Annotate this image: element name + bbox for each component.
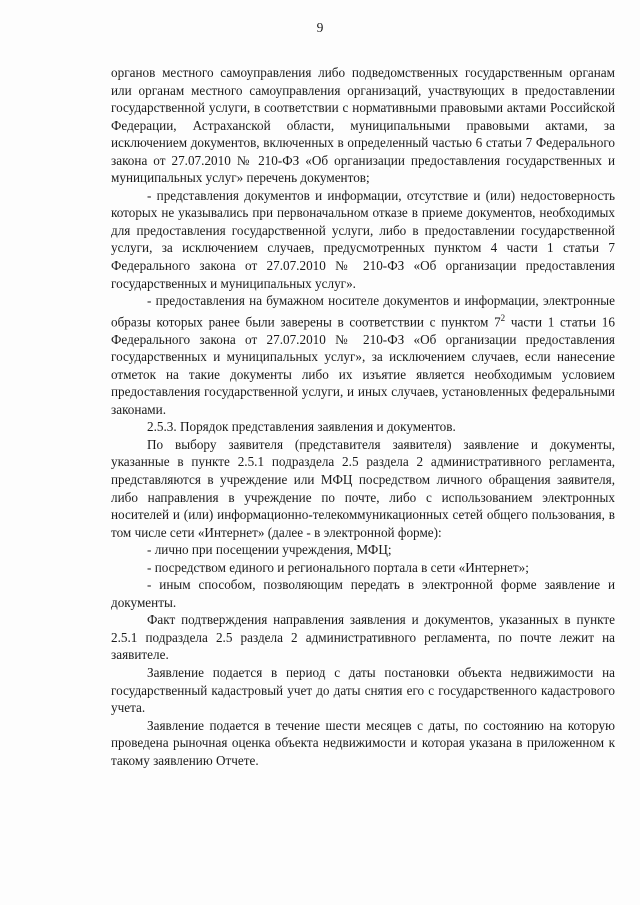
paragraph-7: - посредством единого и регионального портала в сети «Интернет»;	[147, 559, 529, 575]
paragraph-4: 2.5.3. Порядок представления заявления и документов.	[147, 419, 456, 435]
paragraph-9: Факт подтверждения направления заявления и документов, указанных в пункте 2.5.1 подраздела 2.5 раздела 2 административного регламента, по почте лежит на заявителе.	[111, 612, 615, 663]
paragraph-8: - иным способом, позволяющим передать в электронной форме заявление и документы.	[111, 577, 615, 610]
paragraph-11: Заявление подается в течение шести месяцев с даты, по состоянию на которую проведена рыночная оценка объекта недвижимости и которая указана в приложенном к такому заявлению Отчете.	[111, 717, 615, 768]
paragraph-1: органов местного самоуправления либо подведомственных государственным органам или органам местного самоуправления организаций, участвующих в предоставлении государственной услуги, в соответствии с нормативными правовыми актами Российской Федерации, Астраханской области, муниципальными правовыми актами, за исключением документов, включенных в определенный частью 6 статьи 7 Федерального закона от 27.07.2010 № 210-ФЗ «Об организации предоставления государственных и муниципальных услуг» перечень документов;	[111, 65, 615, 186]
superscript-2: 2	[500, 312, 506, 323]
paragraph-6: - лично при посещении учреждения, МФЦ;	[147, 542, 392, 558]
page-number: 9	[316, 20, 324, 35]
paragraph-3-part-2: части 1 статьи 16 Федерального закона от 27.07.2010 № 210-ФЗ «Об организации предоставления государственных и муниципальных услуг», за исключением случаев, если нанесение отметок на такие документы либо их изъятие является необходимым условием предоставления государственной услуги, и иных случаев, установленных федеральными законами.	[111, 314, 615, 417]
paragraph-3	[111, 292, 615, 418]
document-body	[111, 64, 615, 769]
paragraph-10: Заявление подается в период с даты постановки объекта недвижимости на государственный кадастровый учет до даты снятия его с государственного кадастрового учета.	[111, 664, 615, 716]
paragraph-3-part-1: - предоставления на бумажном носителе документов и информации, электронные образы которых ранее были заверены в соответствии с пунктом 7	[111, 293, 615, 330]
paragraph-2: - представления документов и информации, отсутствие и (или) недостоверность которых не указывались при первоначальном отказе в приеме документов, необходимых для предоставления государственной услуги, либо в предоставлении государственной услуги, за исключением случаев, предусмотренных пунктом 4 части 1 статьи 7 Федерального закона от 27.07.2010 № 210-ФЗ «Об организации предоставления государственных и муниципальных услуг».	[111, 187, 615, 291]
paragraph-5: По выбору заявителя (представителя заявителя) заявление и документы, указанные в пункте 2.5.1 подраздела 2.5 раздела 2 административного регламента, представляются в учреждение или МФЦ посредством личного обращения заявителя, либо направления в учреждение по почте, либо с использованием электронных носителей и (или) информационно-телекоммуникационных сетей общего пользования, в том числе сети «Интернет» (далее - в электронной форме):	[111, 436, 615, 540]
